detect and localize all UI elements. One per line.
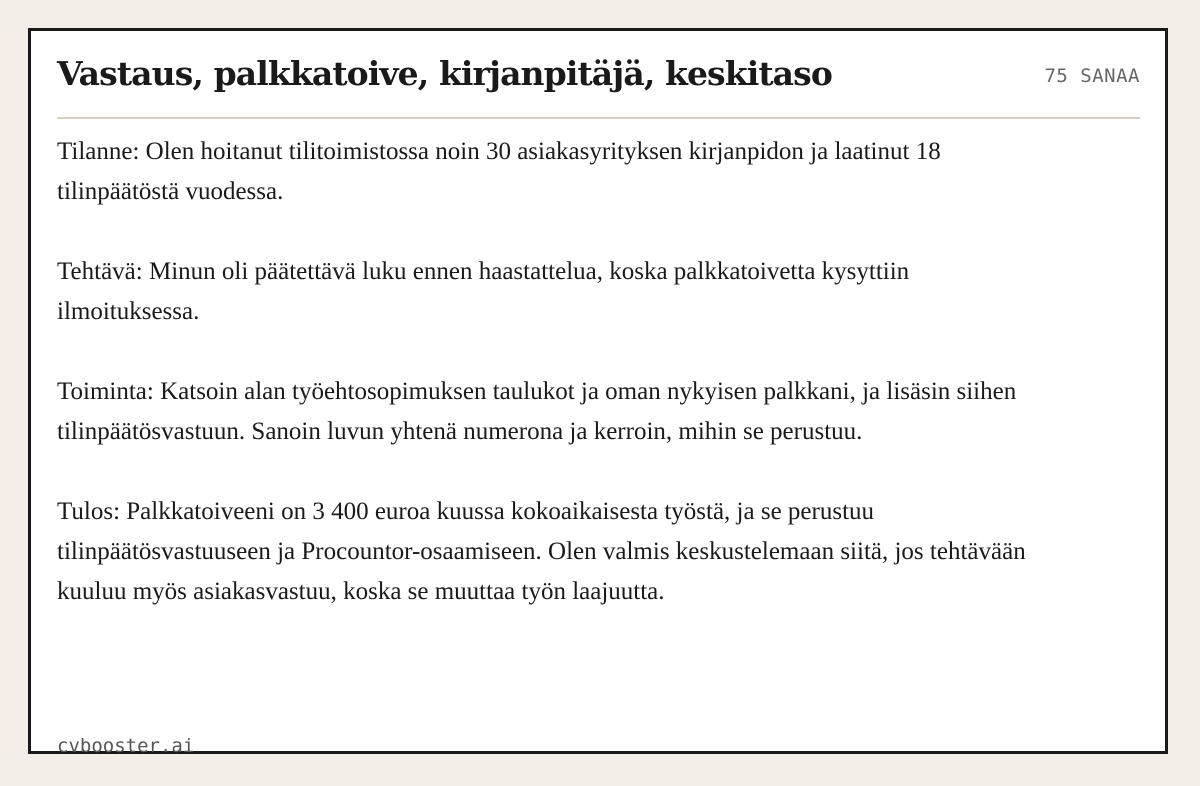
paragraph-text: Minun oli päätettävä luku ennen haastattelua, koska palkkatoivetta kysyttiin ilmoituksessa. [57, 258, 910, 325]
paragraph-situation [57, 132, 1047, 212]
paragraph-result [57, 492, 1047, 612]
header-divider [57, 117, 1140, 119]
paragraph-text: Palkkatoiveeni on 3 400 euroa kuussa kokoaikaisesta työstä, ja se perustuu tilinpäätösvastuuseen ja Procountor-osaamiseen. Olen valmis keskustelemaan siitä, jos tehtävään kuuluu myös asiakasvastuu, koska se muuttaa työn laajuutta. [57, 498, 1026, 605]
paragraph-label: Toiminta: [57, 378, 154, 405]
paragraph-label: Tulos: [57, 498, 121, 525]
answer-card [28, 28, 1168, 757]
card-title: Vastaus, palkkatoive, kirjanpitäjä, keskitaso [57, 54, 832, 93]
answer-body [57, 132, 1047, 612]
paragraph-task [57, 252, 1047, 332]
word-count-label: 75 SANAA [1044, 65, 1140, 87]
paragraph-action [57, 372, 1047, 452]
paragraph-text: Katsoin alan työehtosopimuksen taulukot ja oman nykyisen palkkani, ja lisäsin siihen tilinpäätösvastuun. Sanoin luvun yhtenä numerona ja kerroin, mihin se perustuu. [57, 378, 1017, 445]
paragraph-text: Olen hoitanut tilitoimistossa noin 30 asiakasyrityksen kirjanpidon ja laatinut 18 tilinpäätöstä vuodessa. [57, 138, 941, 205]
paragraph-label: Tehtävä: [57, 258, 143, 285]
paragraph-label: Tilanne: [57, 138, 140, 165]
footer-brand: cvbooster.ai [57, 735, 195, 757]
